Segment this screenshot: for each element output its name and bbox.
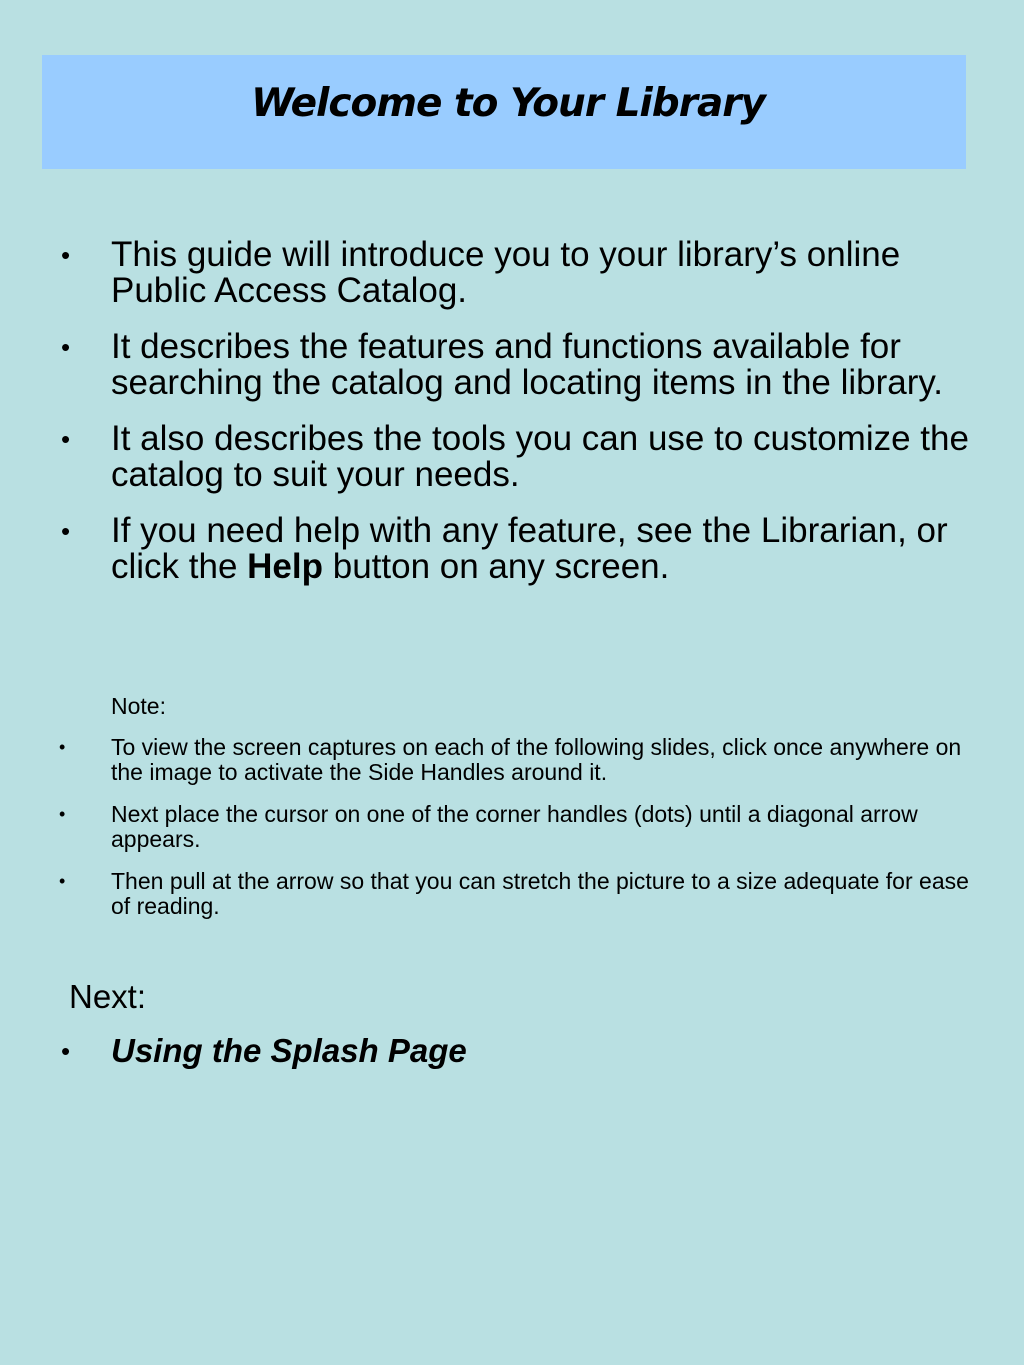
list-item — [59, 801, 971, 852]
bullet-text: button on any screen. — [323, 547, 670, 586]
bullet-icon: • — [61, 424, 71, 454]
bullet-text: If you need help with any feature, see the Librarian, or click the — [111, 511, 948, 586]
intro-bullet-list — [61, 235, 981, 605]
bullet-text: It describes the features and functions available for searching the catalog and locating items in the library. — [111, 327, 944, 402]
list-item — [59, 868, 971, 919]
bullet-text: This guide will introduce you to your library’s online Public Access Catalog. — [111, 235, 901, 310]
list-item — [59, 734, 971, 785]
note-bullet-list — [59, 734, 971, 936]
next-page-link[interactable]: Using the Splash Page — [111, 1032, 467, 1069]
help-keyword: Help — [247, 547, 324, 586]
note-text: Next place the cursor on one of the corner handles (dots) until a diagonal arrow appears. — [111, 801, 918, 852]
page-title: Welcome to Your Library — [251, 81, 765, 126]
bullet-icon: • — [59, 737, 66, 757]
list-item — [61, 511, 981, 586]
bullet-icon: • — [61, 332, 71, 362]
bullet-icon: • — [59, 871, 66, 891]
next-bullet-list — [61, 1032, 467, 1070]
bullet-icon: • — [61, 516, 71, 546]
next-label: Next: — [69, 978, 147, 1015]
bullet-icon: • — [61, 1036, 71, 1066]
bullet-icon: • — [59, 804, 66, 824]
note-text: To view the screen captures on each of the following slides, click once anywhere on the image to activate the Side Handles around it. — [111, 734, 962, 785]
note-label: Note: — [111, 693, 166, 719]
bullet-icon: • — [61, 240, 71, 270]
note-text: Then pull at the arrow so that you can stretch the picture to a size adequate for ease of reading. — [111, 868, 969, 919]
list-item — [61, 327, 981, 402]
list-item — [61, 235, 981, 310]
bullet-text: It also describes the tools you can use to customize the catalog to suit your needs. — [111, 419, 969, 494]
list-item — [61, 419, 981, 494]
list-item — [61, 1032, 467, 1070]
